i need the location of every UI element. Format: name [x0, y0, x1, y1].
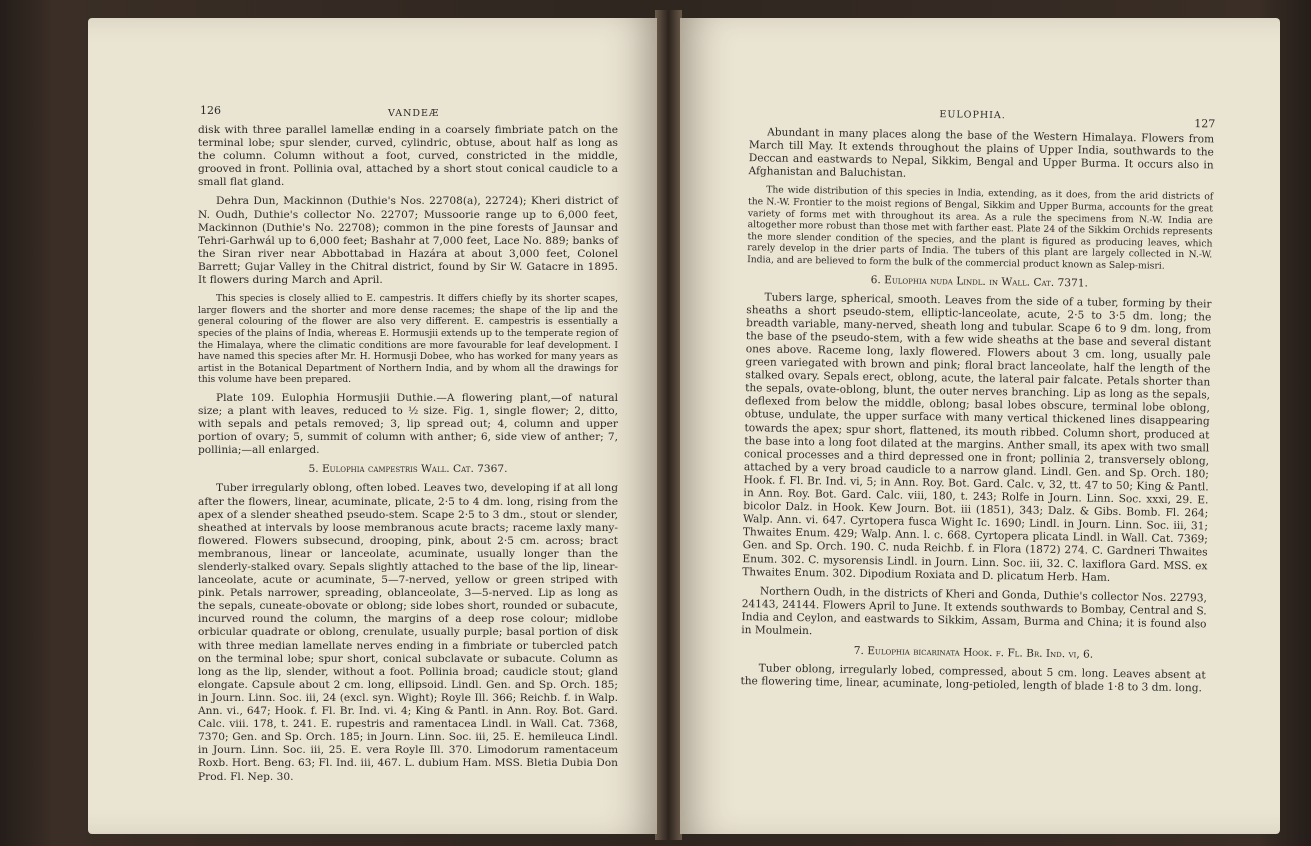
- species-heading: 7. Eulophia bicarinata Hook. f. Fl. Br. Ind. vi, 6.: [853, 644, 1094, 661]
- paragraph: disk with three parallel lamellæ ending in a coarsely fimbriate patch on the terminal lobe; spur slender, curved, cylindric, obtuse, about half as long as the column. Column without a foot, curved, constricted in the middle, grooved in front. Pollinia oval, attached by a short stout conical caudicle to a small flat gland.: [198, 124, 618, 189]
- species-heading: 5. Eulophia campestris Wall. Cat. 7367.: [308, 463, 508, 476]
- paragraph: Northern Oudh, in the districts of Kheri and Gonda, Duthie's collector Nos. 22793, 24143, 24144. Flowers April to June. It extends southwards to Bombay, Central and S. India and Ceylon, and eastwards to Sikkim, Assam, Burma and China; it is found also in Moulmein.: [741, 585, 1207, 638]
- species-heading: 6. Eulophia nuda Lindl. in Wall. Cat. 7371.: [870, 273, 1089, 290]
- paragraph: Tubers large, spherical, smooth. Leaves from the side of a tuber, forming by their sheaths a short pseudo-stem, elliptic-lanceolate, acute, 2·5 to 3·5 dm. long; the breadth variable, many-nerved, sheath long and tubular. Scape 6 to 9 dm. long, from the base of the pseudo-stem, with a few wide sheaths at the base and several distant ones above. Raceme long, laxly flowered. Flowers about 3 cm. long, usually pale green variegated with brown and pink; floral bract lanceolate, half the length of the stalked ovary. Sepals erect, oblong, acute, the lateral pair falcate. Petals shorter than the sepals, ovate-oblong, blunt, the outer nerves branching. Lip as long as the sepals, deflexed from below the middle, oblong; basal lobes obscure, terminal lobe oblong, obtuse, undulate, the upper surface with many vertical thickened lines disappearing towards the apex; spur short, flattened, its mouth ribbed. Column short, produced at the base into a long foot dilated at the margins. Anther small, its apex with two small conical processes and a third depressed one in front; pollinia 2, transversely oblong, attached by a very broad caudicle to a narrow gland. Lindl. Gen. and Sp. Orch. 180; Hook. f. Fl. Br. Ind. vi, 5; in Ann. Roy. Bot. Gard. Calc. v, 32, tt. 47 to 50; King & Pantl. in Ann. Roy. Bot. Gard. Calc. viii, 180, t. 243; Rolfe in Journ. Linn. Soc. xxxi, 29. E. bicolor Dalz. in Hook. Kew Journ. Bot. iii (1851), 343; Dalz. & Gibs. Bomb. Fl. 264; Walp. Ann. vi. 647. Cyrtopera fusca Wight Ic. 1690; Lindl. in Journ. Linn. Soc. iii, 31; Thwaites Enum. 429; Walp. Ann. l. c. 668. Cyrtopera plicata Lindl. in Wall. Cat. 7369; Gen. and Sp. Orch. 190. C. nuda Reichb. f. in Flora (1872) 274. C. Gardneri Thwaites Enum. 302. C. mysorensis Lindl. in Journ. Linn. Soc. iii, 32. C. laxiflora Gard. MSS. ex Thwaites Enum. 302. Dipodium Roxiata and D. plicatum Herb. Ham.: [742, 291, 1212, 584]
- paragraph: Dehra Dun, Mackinnon (Duthie's Nos. 22708(a), 22724); Kheri district of N. Oudh, Duthie's collector No. 22707; Mussoorie range up to 6,000 feet, Mackinnon (Duthie's No. 22708); common in the pine forests of Jaunsar and Tehri-Garhwál up to 6,000 feet; Bashahr at 7,000 feet, Lace No. 889; banks of the Siran river near Abbottabad in Hazára at about 3,000 feet, Colonel Barrett; Gujar Valley in the Chitral district, found by Sir W. Gatacre in 1895. It flowers during March and April.: [198, 195, 618, 287]
- text-block: [740, 126, 1214, 702]
- plate-caption: Plate 109. Eulophia Hormusjii Duthie.—A flowering plant,—of natural size; a plant with leaves, reduced to ½ size. Fig. 1, single flower; 2, ditto, with sepals and petals removed; 3, lip spread out; 4, column and upper portion of ovary; 5, summit of column with anther; 6, side view of anther; 7, pollinia;—all enlarged.: [198, 391, 618, 457]
- page-number: 127: [1194, 117, 1216, 131]
- running-head: VANDEÆ: [388, 108, 440, 119]
- page-number: 126: [200, 104, 221, 117]
- paragraph: Abundant in many places along the base of the Western Himalaya. Flowers from March till May. It extends throughout the plains of Upper India, southwards to the Deccan and eastwards to Nepal, Sikkim, Bengal and Upper Burma. It occurs also in Afghanistan and Baluchistan.: [748, 126, 1215, 180]
- left-page: [88, 18, 657, 834]
- right-page: [680, 18, 1280, 834]
- paragraph-note: This species is closely allied to E. campestris. It differs chiefly by its shorter scapes, larger flowers and the shorter and more dense racemes; the shape of the lip and the general colouring of the flower are also very different. E. campestris is essentially a species of the plains of India, whereas E. Hormusjii extends up to the temperate region of the Himalaya, where the climatic conditions are more favourable for leaf development. I have named this species after Mr. H. Hormusji Dobee, who has worked for many years as artist in the Botanical Department of Northern India, and by whom all the drawings for this volume have been prepared.: [198, 293, 619, 386]
- paragraph: Tuber oblong, irregularly lobed, compressed, about 5 cm. long. Leaves absent at the flowering time, linear, acuminate, long-petioled, length of blade 1·8 to 3 dm. long.: [740, 662, 1206, 695]
- book-gutter: [655, 10, 682, 840]
- text-block: [198, 124, 618, 790]
- paragraph-note: The wide distribution of this species in India, extending, as it does, from the arid districts of the N.-W. Frontier to the moist regions of Bengal, Sikkim and Upper Burma, accounts for the great variety of forms met with throughout its area. As a rule the specimens from N.-W. India are altogether more robust than those met with farther east. Plate 24 of the Sikkim Orchids represents the more slender condition of the species, and the plant is figured as producing leaves, which rarely develop in the drier parts of India. The tubers of this plant are largely collected in N.-W. India, and are believed to form the bulk of the commercial product known as Salep-misri.: [747, 184, 1214, 272]
- paragraph: Tuber irregularly oblong, often lobed. Leaves two, developing if at all long after the flowers, linear, acuminate, plicate, 2·5 to 4 dm. long, rising from the apex of a slender sheathed pseudo-stem. Scape 2·5 to 3 dm., stout or slender, sheathed at intervals by loose membranous acute bracts; raceme laxly many-flowered. Flowers subsecund, drooping, pink, about 2·5 cm. across; bract membranous, linear or lanceolate, acuminate, usually longer than the slenderly-stalked ovary. Sepals slightly attached to the base of the lip, linear-lanceolate, acute or acuminate, 5—7-nerved, yellow or green striped with pink. Petals narrower, spreading, oblanceolate, 3—5-nerved. Lip as long as the sepals, cuneate-obovate or oblong; side lobes short, rounded or subacute, incurved round the column, the margins of a deep rose colour; midlobe orbicular quadrate or oblong, crenulate, usually purple; basal portion of disk with three median lamellate nerves ending in a fimbriate or tubercled patch on the terminal lobe; spur short, conical subclavate or subacute. Column as long as the lip, slender, without a foot. Pollinia broad; caudicle stout; gland elongate. Capsule about 2 cm. long, ellipsoid. Lindl. Gen. and Sp. Orch. 185; in Journ. Linn. Soc. iii, 24 (excl. syn. Wight); Royle Ill. 366; Reichb. f. in Walp. Ann. vi., 647; Hook. f. Fl. Br. Ind. vi. 4; King & Pantl. in Ann. Roy. Bot. Gard. Calc. viii. 178, t. 241. E. rupestris and ramentacea Lindl. in Wall. Cat. 7368, 7370; Gen. and Sp. Orch. 185; in Journ. Linn. Soc. iii, 25. E. hemileuca Lindl. in Journ. Linn. Soc. iii, 25. E. vera Royle Ill. 370. Limodorum ramentaceum Roxb. Hort. Beng. 63; Fl. Ind. iii, 467. L. dubium Ham. MSS. Bletia Dubia Don Prod. Fl. Nep. 30.: [198, 482, 618, 783]
- running-head: EULOPHIA.: [939, 109, 1006, 122]
